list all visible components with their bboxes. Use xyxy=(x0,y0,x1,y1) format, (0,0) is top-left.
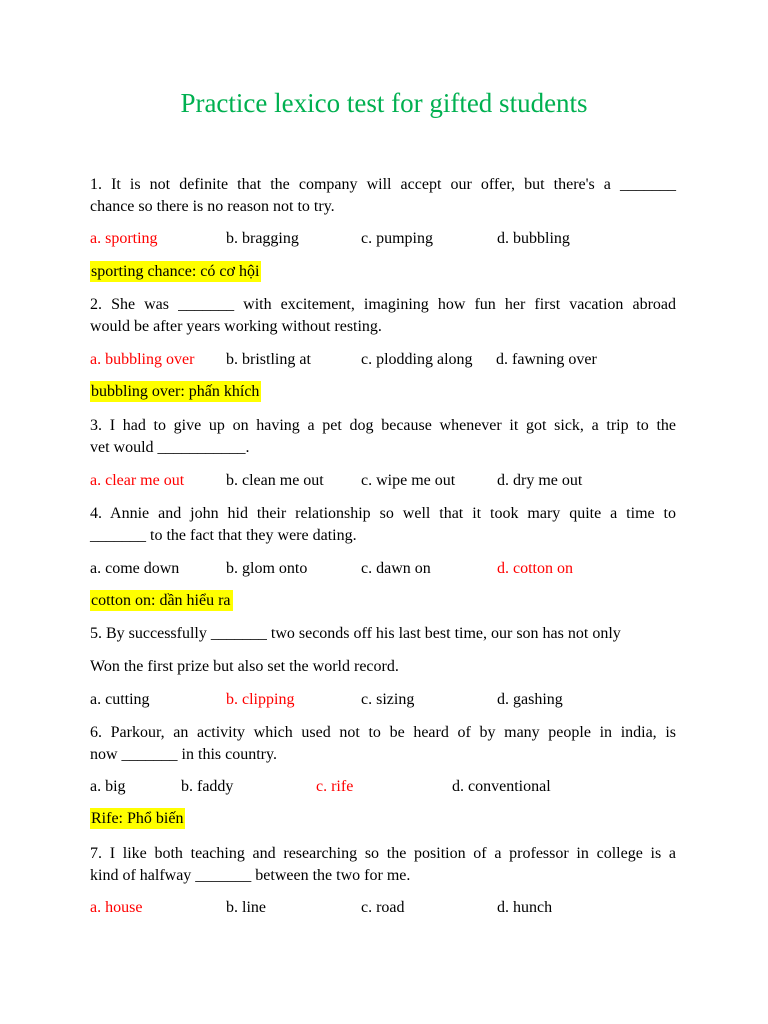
question-1-options xyxy=(90,227,690,250)
option-d-correct: d. cotton on xyxy=(497,560,573,577)
question-1-line-1: 1. It is not definite that the company will accept our offer, but there's a _______ xyxy=(90,176,676,193)
question-6-options xyxy=(90,775,690,798)
option-d: d. fawning over xyxy=(496,351,597,368)
option-c: c. plodding along xyxy=(361,351,473,368)
document-title: Practice lexico test for gifted students xyxy=(180,88,588,118)
option-b: b. line xyxy=(226,899,266,916)
question-5-line-2: Won the first prize but also set the world record. xyxy=(90,658,399,675)
question-4-line-1: 4. Annie and john hid their relationship so well that it took mary quite a time to xyxy=(90,505,676,522)
question-5-options xyxy=(90,688,690,711)
option-a-correct: a. sporting xyxy=(90,230,158,247)
option-c: c. sizing xyxy=(361,691,415,708)
question-5-line-1: 5. By successfully _______ two seconds off his last best time, our son has not only xyxy=(90,625,621,642)
option-a: a. come down xyxy=(90,560,180,577)
option-c: c. road xyxy=(361,899,405,916)
option-b: b. bristling at xyxy=(226,351,311,368)
option-d: d. hunch xyxy=(497,899,553,916)
question-4-options xyxy=(90,557,690,580)
question-6-line-1: 6. Parkour, an activity which used not to be heard of by many people in india, is xyxy=(90,724,676,741)
option-b: b. clean me out xyxy=(226,472,324,489)
option-d: d. dry me out xyxy=(497,472,583,489)
question-1-note: sporting chance: có cơ hội xyxy=(91,263,260,280)
question-7-line-2: kind of halfway _______ between the two for me. xyxy=(90,867,411,884)
question-7-options xyxy=(90,896,690,919)
option-a: a. cutting xyxy=(90,691,150,708)
option-d: d. conventional xyxy=(452,778,551,795)
question-2-options xyxy=(90,348,690,371)
option-b: b. glom onto xyxy=(226,560,308,577)
question-6-note: Rife: Phổ biến xyxy=(91,810,184,827)
question-3-line-1: 3. I had to give up on having a pet dog because whenever it got sick, a trip to the xyxy=(90,417,676,434)
option-d: d. gashing xyxy=(497,691,563,708)
option-a-correct: a. clear me out xyxy=(90,472,185,489)
option-a: a. big xyxy=(90,778,126,795)
option-b: b. faddy xyxy=(181,778,234,795)
question-3-options xyxy=(90,469,690,492)
option-b: b. bragging xyxy=(226,230,299,247)
question-6-line-2: now _______ in this country. xyxy=(90,746,277,763)
question-2-note: bubbling over: phấn khích xyxy=(91,383,260,400)
question-3-line-2: vet would ___________. xyxy=(90,439,250,456)
option-d: d. bubbling xyxy=(497,230,570,247)
option-c: c. dawn on xyxy=(361,560,431,577)
option-c: c. wipe me out xyxy=(361,472,456,489)
question-4-note: cotton on: dần hiểu ra xyxy=(91,592,231,609)
question-2-line-2: would be after years working without resting. xyxy=(90,318,382,335)
option-c-correct: c. rife xyxy=(316,778,354,795)
question-4-line-2: _______ to the fact that they were dating. xyxy=(90,527,357,544)
option-b-correct: b. clipping xyxy=(226,691,295,708)
question-7-line-1: 7. I like both teaching and researching so the position of a professor in college is a xyxy=(90,845,676,862)
option-a-correct: a. house xyxy=(90,899,143,916)
option-c: c. pumping xyxy=(361,230,433,247)
question-1-line-2: chance so there is no reason not to try. xyxy=(90,198,335,215)
question-2-line-1: 2. She was _______ with excitement, imagining how fun her first vacation abroad xyxy=(90,296,676,313)
option-a-correct: a. bubbling over xyxy=(90,351,195,368)
